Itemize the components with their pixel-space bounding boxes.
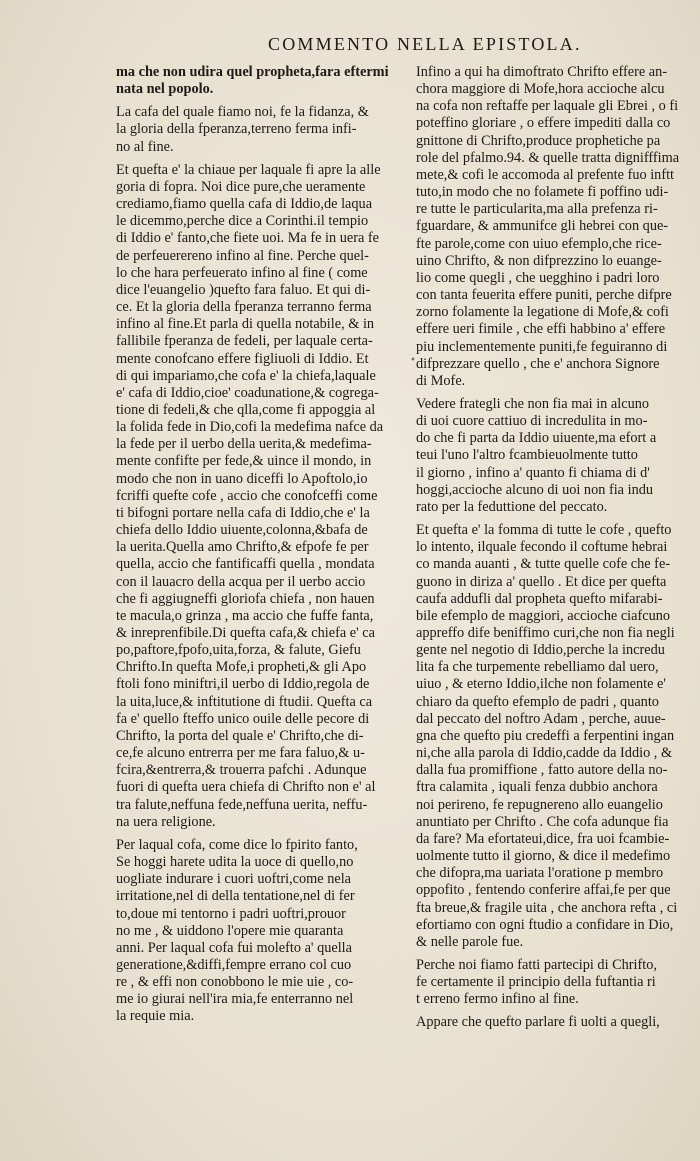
text-line: gente nel negotio di Iddio,perche la incredu [416,642,665,659]
text-line: rato per la feduttione del peccato. [416,498,608,515]
text-line: la gloria della fperanza,terreno ferma infi- [116,121,357,138]
text-line: ti bifogni portare nella cafa di Iddio,che e' la [116,504,370,521]
text-line: fcira,&entrerra,& trouerra pafchi . Adunque [116,762,367,779]
text-line: fte parole,come con uiuo efemplo,che rice- [416,235,662,252]
text-line: ni,che alla parola di Iddio,cadde da Iddio , & [416,745,673,762]
text-line: goria di fopra. Noi dice pure,che ueramente [116,178,366,195]
text-line: da fare? Ma efortateui,dice, fra uoi fcambie- [416,830,670,847]
text-line: de perfeuerereno infino al fine. Perche quel- [116,247,369,264]
text-line: re , & effi non conobbono le mie uie , co- [116,974,354,991]
text-line: infino al fine.Et parla di quella notabile, & in [116,316,375,333]
text-line: role del pfalmo.94. & quelle tratta dignifffima [416,149,680,166]
running-head: COMMENTO NELLA EPISTOLA. [268,34,582,54]
text-line: lio come quegli , che uegghino i padri loro [416,269,660,286]
text-line: le dicemmo,perche dice a Corinthi.il tempio [116,213,369,230]
text-line: nata nel popolo. [116,81,214,98]
text-line: lita fa che turpemente rebelliamo dal uero, [416,659,659,676]
text-line: uogliate indurare i cuori uoftri,come nela [116,871,352,888]
text-line: la requie mia. [116,1008,195,1025]
text-line: piu inclementemente puniti,fe feguiranno di [416,338,668,355]
text-line: na uera religione. [116,813,216,830]
text-line: ma che non udira quel propheta,fara eftermi [116,64,389,80]
text-line: Perche noi fiamo fatti partecipi di Chrifto, [416,956,657,973]
text-line: dal peccato del noftro Adam , perche, auue- [416,710,666,727]
text-line: fe certamente il principio della fuftantia ri [416,974,656,991]
text-line: do che fi parta da Iddio uiuente,ma efort a [416,430,657,447]
left-column [116,64,416,1026]
text-line: co manda auanti , & tutte quelle cofe che fe- [416,556,671,573]
text-line: ce. Et la gloria della fperanza terranno ferma [116,299,372,316]
text-line: re tutte le particularita,ma alla prefenza ri- [416,201,658,218]
text-line: caufa addufli dal propheta quefto mifarabi- [416,590,663,607]
text-line: che fi aggiugneffi gloriofa chiefa , non hauen [116,590,375,607]
text-line: efortiamo con ogni ftudio a confidare in Dio, [416,916,674,933]
text-line: il giorno , infino a' quanto fi chiama di d' [416,464,650,481]
text-line: Chrifto.In quefta Mofe,i propheti,& gli Apo [116,659,367,676]
text-line: di Mofe. [416,372,466,389]
text-line: lo intento, ilquale fecondo il coftume hebrai [416,539,668,556]
text-line: la folida fede in Dio,cofi la medefima nafce da [116,419,384,436]
text-line: hoggi,accioche alcuno di uoi non fia indu [416,481,654,498]
text-line: Infino a qui ha dimoftrato Chrifto effere an- [416,64,668,80]
text-line: uino Chrifto, & non difprezzino lo euange- [416,252,662,269]
text-line: gnittone di Chrifto,produce prophetiche pa [416,132,661,149]
text-line: t erreno fermo infino al fine. [416,991,579,1008]
paragraph [116,64,416,98]
text-line: fcriffi quefte cofe , accio che conofceffi come [116,487,378,504]
text-line: dice l'euangelio )quefto fara faluo. Et qui di- [116,281,371,298]
text-line: bile efemplo de maggiori, accioche ciafcuno [416,607,671,624]
text-line: zorno folamente la legatione di Mofe,& cofi [416,304,669,321]
text-line: uiuo , & eterno Iddio,ilche non folamente e' [416,676,666,693]
text-line: tione di fedeli,& che qlla,come fi appoggia al [116,401,376,418]
text-line: Et quefta e' la fomma di tutte le cofe , quefto [416,522,672,539]
text-line: generatione,&diffi,fempre errano col cuo [116,956,352,973]
text-line: chora maggiore di Mofe,hora accioche alcu [416,81,665,98]
text-line: poteffino gloriare , o effere impediti dalla co [416,115,671,132]
text-line: mente conofcano effere figliuoli di Iddio. Et [116,350,369,367]
text-line: & nelle parole fue. [416,933,524,950]
text-line: che difopra,ma uariata l'oratione p membro [416,865,664,882]
text-line: oppofito , fentendo conferire affai,fe per que [416,882,671,899]
text-line: na cofa non reftaffe per laquale gli Ebrei , o fi [416,98,679,115]
text-line: fuori di quefta uera chiefa di Chrifto non e' al [116,779,376,796]
text-line: ce,fe alcuno entrerra per me fara faluo,& u- [116,745,365,762]
text-line: fta breue,& fragile uita , che anchora refta , ci [416,899,678,916]
text-line: la fede per il uerbo della uerita,& medefima- [116,436,372,453]
text-line: to,doue mi tentorno i padri uoftri,prouor [116,905,346,922]
text-line: ftra calamita , iquali fenza dubbio anchora [416,779,658,796]
text-line: tra falute,neffuna fede,neffuna uerita, neffu- [116,796,368,813]
text-line: La cafa del quale fiamo noi, fe la fidanza, & [116,104,369,121]
text-line: me io giurai nell'ira mia,fe enterranno nel [116,991,354,1008]
text-line: la uita,luce,& inftitutione di ftudii. Quefta ca [116,693,373,710]
text-line: effere ueri fimile , che effi habbino a' effere [416,321,666,338]
text-line: teui l'uno l'altro fcambieuolmente tutto [416,447,638,464]
text-line: no me , & uiddono l'opere mie quaranta [116,922,344,939]
text-line: Chrifto, la porta del quale e' Chrifto,che di- [116,727,364,744]
text-line: Per laqual cofa, come dice lo fpirito fanto, [116,836,358,853]
paragraph [416,1014,698,1031]
paragraph [416,522,698,951]
text-line: noi perireno, fe repugnereno allo euangelio [416,796,663,813]
text-line: dalla fua promiffione , fatto autore della no- [416,762,668,779]
paragraph [416,957,698,1008]
paragraph [116,162,416,831]
text-line: chiaro da quefto efemplo de padri , quanto [416,693,659,710]
paragraph [116,837,416,1026]
text-line: modo che non in uano diceffi lo Apoftolo,io [116,470,368,487]
text-line: di Iddio e' fanto,che fiete uoi. Ma fe in uera fe [116,230,379,247]
text-line: e' cafa di Iddio,cioe' coadunatione,& cogrega- [116,384,379,401]
text-line: anni. Per laqual cofa fui molefto a' quella [116,939,353,956]
text-line: po,paftore,fpofo,uita,forza, & falute, Giefu [116,642,361,659]
gutter-dot: • [410,355,416,366]
text-line: Vedere frategli che non fia mai in alcuno [416,395,650,412]
text-line: ftoli fono miniftri,il uerbo di Iddio,regola de [116,676,370,693]
right-column [416,64,698,1032]
text-line: mente confifte per fede,& uince il mondo, in [116,453,372,470]
text-line: te macula,o grinza , ma accio che fuffe fanta, [116,607,374,624]
text-line: fguardare, & ammunifce gli hebrei con que- [416,218,669,235]
text-line: mete,& cofi le accomoda al prefente fuo inftt [416,166,675,183]
text-line: Se hoggi harete udita la uoce di quello,no [116,854,354,871]
text-line: & inreprenfibile.Di quefta cafa,& chiefa e' ca [116,625,375,641]
text-line: tuto,in modo che no folamete fi poffino udi- [416,184,669,201]
text-line: di uoi cuore cattiuo di incredulita in mo- [416,413,648,430]
text-line: fa e' quello fteffo unico ouile delle pecore di [116,710,370,727]
paragraph [416,396,698,516]
text-line: Et quefta e' la chiaue per laquale fi apre la alle [116,161,381,178]
text-line: di qui impariamo,che cofa e' la chiefa,laquale [116,367,376,384]
text-line: quella, accio che fantificaffi quella , mondata [116,556,375,573]
text-line: difprezzare quello , che e' anchora Signore [416,355,660,372]
text-line: lo che hara perfeuerato infino al fine ( come [116,264,368,281]
text-line: fallibile fperanza de fedeli, per laquale certa- [116,333,373,350]
text-line: appreffo dife beniffimo curi,che non fia negli [416,625,675,641]
text-line: gna che quefto piu credeffi a ferpentini ingan [416,727,675,744]
text-line: la uerita.Quella amo Chrifto,& efpofe fe per [116,539,369,556]
text-line: guono in diriza a' quello . Et dice per quefta [416,573,667,590]
text-line: irritatione,nel di della tentatione,nel di fer [116,888,355,905]
text-line: con tanta feuerita effere puniti, perche difpre [416,287,672,304]
text-line: chiefa dello Iddio uiuente,colonna,&bafa de [116,522,368,539]
text-line: Appare che quefto parlare fi uolti a quegli, [416,1014,660,1031]
text-line: anuntiato per Chrifto . Che cofa adunque fia [416,813,669,830]
text-line: no al fine. [116,138,174,155]
text-line: con il lauacro della acqua per il uerbo accio [116,573,366,590]
paragraph [416,64,698,390]
text-line: crediamo,fiamo quella cafa di Iddio,de laqua [116,196,373,213]
text-line: uolmente tutto il giorno, & dice il medefimo [416,848,671,865]
paragraph [116,104,416,155]
